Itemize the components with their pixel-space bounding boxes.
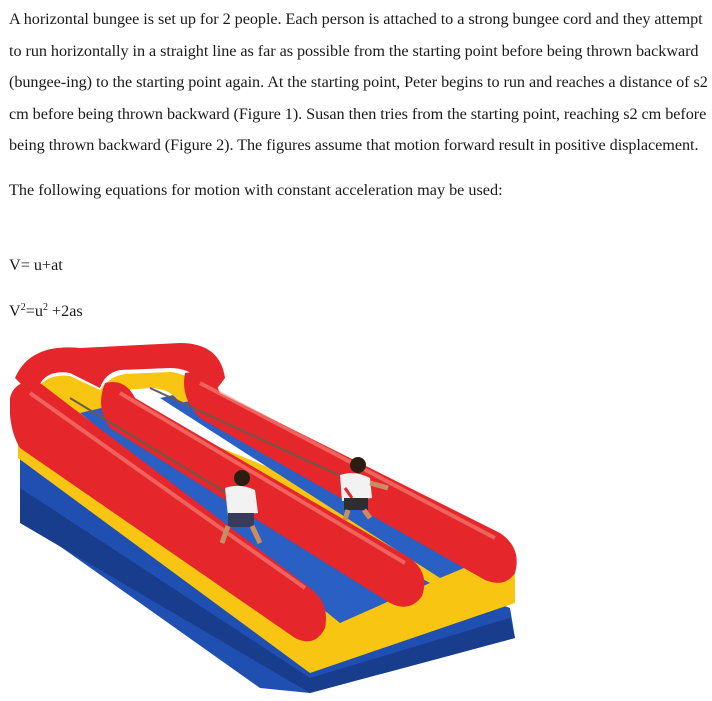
problem-paragraph: A horizontal bungee is set up for 2 people. Each person is attached to a strong bungee cord and they attempt to run horizontally in a straight line as far as possible from the starting point before being thrown backward (bungee-ing) to the starting point again. At the starting point, Peter begins to run and reaches a distance of s2 cm before being thrown backward (Figure 1). Susan then tries from the starting point, reaching s2 cm before being thrown backward (Figure 2). The figures assume that motion forward result in positive displacement. [9,10,708,155]
equation-velocity: V= u+at [9,256,63,274]
eq2-lhs: V [9,302,21,320]
document-body [9,4,709,207]
equations-intro: The following equations for motion with constant acceleration may be used: [9,180,503,199]
eq2-exponent-2: 2 [42,302,48,313]
equation-velocity-squared [9,302,83,321]
bungee-inflatable-image [10,338,520,698]
eq2-mid: =u [25,302,43,320]
eq2-exponent-1: 2 [20,302,26,313]
eq2-rhs: +2as [47,302,83,320]
